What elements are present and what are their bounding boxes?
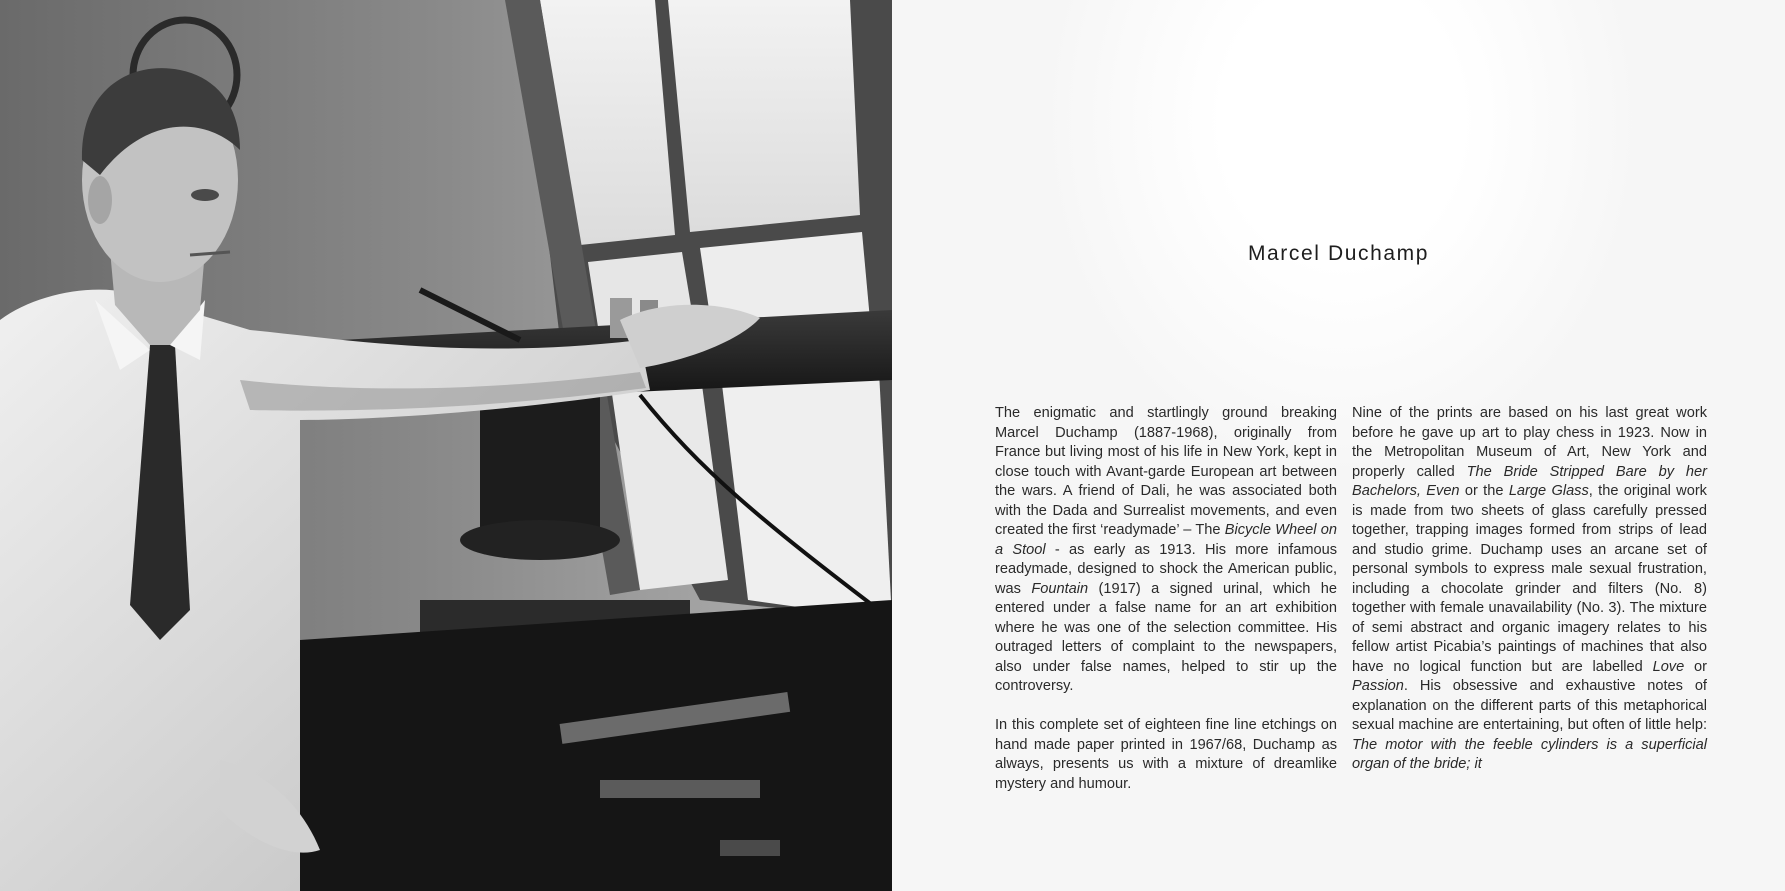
italic-title: Large Glass [1508, 483, 1589, 499]
duchamp-portrait-photo [0, 0, 892, 891]
paragraph: Nine of the prints are based on his last great work before he gave up art to play chess in 1923. Now in the Metropolitan Museum of Art, New York and properly called The Bride Stripped Bare by her Bachelors, Even or the Large Glass, the original work is made from two sheets of glass carefully pressed together, trapping images formed from strips of lead and studio grime. Duchamp uses an arcane set of personal symbols to express male sexual frustration, including a chocolate grinder and filters (No. 8) together with female unavailability (No. 3). The mixture of semi abstract and organic imagery relates to his fellow artist Picabia’s paintings of machines that also have no logical function but are labelled Love or Passion. His obsessive and exhaustive notes of explanation on the different parts of this metaphorical sexual machine are entertaining, but often of little help: The motor with the feeble cylinders is a superficial organ of the bride; it [1352, 405, 1707, 772]
italic-title: Bicycle Wheel on a Stool [995, 522, 1337, 558]
page-title: Marcel Duchamp [1247, 242, 1430, 266]
photo-drawing [0, 0, 892, 891]
text-page [892, 0, 1785, 891]
italic-title: Love [1652, 658, 1685, 675]
paragraph: The enigmatic and startlingly ground breaking Marcel Duchamp (1887-1968), originally from France but living most of his life in New York, kept in close touch with Avant-garde European art between the wars. A friend of Dali, he was associated both with the Dada and Surrealist movements, and even created the first ‘readymade’ – The Bicycle Wheel on a Stool - as early as 1913. His more infamous readymade, designed to shock the American public, was Fountain (1917) a signed urinal, which he entered under a false name for an art exhibition where he was one of the selection committee. His outraged letters of complaint to the newspapers, also under false names, helped to stir up the controversy. [995, 405, 1338, 694]
italic-title: Fountain [1031, 580, 1089, 597]
italic-title: The motor with the feeble cylinders is a superficial organ of the bride; it [1352, 736, 1707, 772]
italic-title: Passion [1352, 678, 1404, 694]
paragraph: In this complete set of eighteen fine line etchings on hand made paper printed in 1967/68, Duchamp as always, presents us with a mixture of dreamlike mystery and humour. [995, 717, 1337, 792]
italic-title: The Bride Stripped Bare by her Bachelors, Even [1352, 463, 1707, 499]
text-column-left [995, 404, 1337, 794]
text-column-right [1352, 404, 1707, 775]
